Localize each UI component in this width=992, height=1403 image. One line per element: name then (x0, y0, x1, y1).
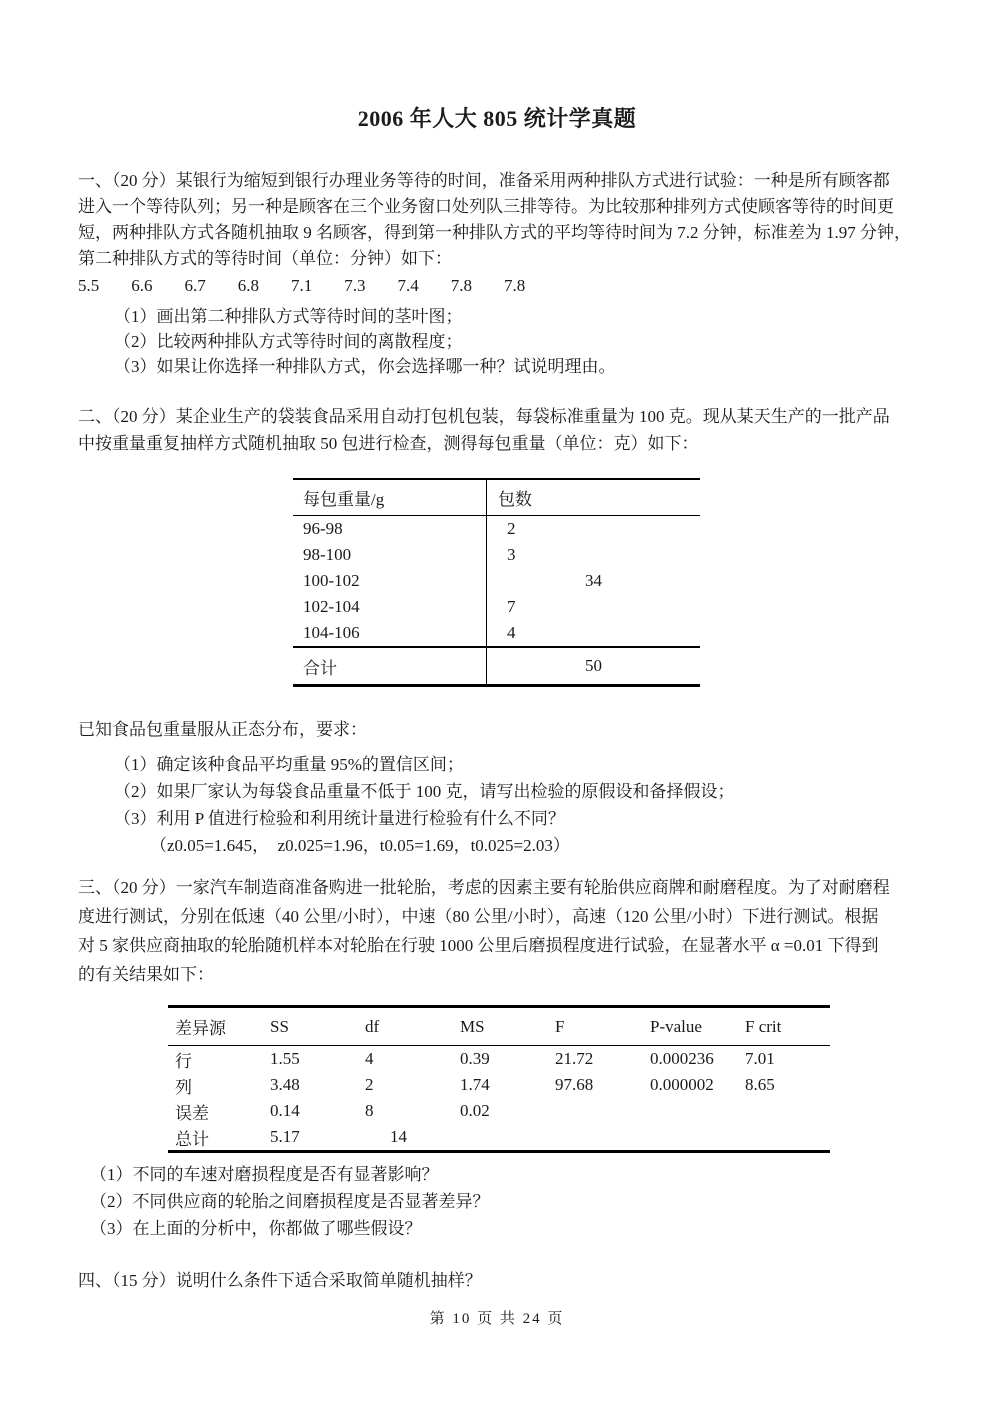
text-line: 二、（20 分）某企业生产的袋装食品采用自动打包机包装，每袋标准重量为 100 克。现从某天生产的一批产品 (78, 407, 890, 426)
anova-row-total (168, 1124, 830, 1150)
subitem: （3）利用 P 值进行检验和利用统计量进行检验有什么不同？ (114, 809, 565, 828)
critical-values-line: （z0.05=1.645， z0.025=1.96，t0.05=1.69，t0.025=2.03） (150, 836, 570, 855)
table-cell: 21.72 (555, 1049, 594, 1068)
header-cell: F crit (745, 1016, 782, 1036)
subitem: （2）不同供应商的轮胎之间磨损程度是否显著差异？ (90, 1192, 490, 1211)
table-cell: 102-104 (293, 594, 487, 620)
header-cell: 差异源 (175, 1019, 226, 1038)
text-line: 度进行测试，分别在低速（40 公里/小时），中速（80 公里/小时），高速（120 公里/小时）下进行测试。根据 (78, 907, 879, 926)
table-cell: 行 (175, 1051, 192, 1071)
anova-row-error (168, 1098, 830, 1124)
anova-row-columns (168, 1072, 830, 1098)
table-cell: 104-106 (293, 620, 487, 646)
table-cell: 7 (507, 597, 516, 616)
weight-frequency-table (293, 478, 700, 687)
table-cell: 列 (175, 1077, 192, 1097)
data-value: 7.8 (450, 276, 472, 295)
question-2-note: 已知食品包重量服从正态分布，要求： (78, 720, 367, 739)
subitem: （3）如果让你选择一种排队方式，你会选择哪一种？试说明理由。 (114, 357, 616, 376)
subitem: （1）确定该种食品平均重量 95%的置信区间； (114, 755, 464, 774)
table-cell: 34 (585, 571, 602, 590)
data-value: 6.7 (184, 276, 206, 295)
question-3-paragraph (78, 873, 916, 989)
question-1-data-values (78, 272, 916, 300)
table-cell (738, 1124, 830, 1150)
anova-table (168, 1005, 830, 1153)
table-total-row (293, 646, 700, 684)
table-cell: 98-100 (293, 542, 487, 568)
table-cell: 100-102 (293, 568, 487, 594)
data-value: 7.8 (504, 276, 526, 295)
table-cell: 4 (507, 623, 516, 642)
anova-row-rows (168, 1046, 830, 1072)
text-line: 一、（20 分）某银行为缩短到银行办理业务等待的时间，准备采用两种排队方式进行试验：一种是所有顾客都 (78, 171, 890, 190)
table-cell: 0.000236 (650, 1049, 714, 1068)
question-3-subitems (78, 1161, 916, 1242)
text-line: 三、（20 分）一家汽车制造商准备购进一批轮胎，考虑的因素主要有轮胎供应商牌和耐磨程度。为了对耐磨程 (78, 878, 890, 897)
anova-header-row (168, 1008, 830, 1046)
total-value-cell: 50 (585, 656, 602, 675)
header-cell: F (555, 1016, 565, 1036)
header-cell: 包数 (498, 490, 532, 509)
table-cell: 5.17 (270, 1127, 300, 1146)
text-line: 短，两种排队方式各随机抽取 9 名顾客，得到第一种排队方式的平均等待时间为 7.2 分钟，标准差为 1.97 分钟， (78, 223, 911, 242)
table-cell (548, 1124, 643, 1150)
question-1-subitems (78, 304, 916, 379)
table-cell: 0.39 (460, 1049, 490, 1068)
text-line: 中按重量重复抽样方式随机抽取 50 包进行检查，测得每包重量（单位：克）如下： (78, 434, 699, 453)
page-number-footer: 第 10 页 共 24 页 (429, 1311, 565, 1327)
header-cell: P-value (650, 1016, 702, 1036)
table-cell: 1.74 (460, 1075, 490, 1094)
table-row (293, 568, 700, 594)
table-cell: 3 (507, 545, 516, 564)
table-cell: 14 (390, 1127, 407, 1146)
text-line: 进入一个等待队列；另一种是顾客在三个业务窗口处列队三排等待。为比较那种排列方式使顾客等待的时间更 (78, 197, 894, 216)
question-4-paragraph: 四、（15 分）说明什么条件下适合采取简单随机抽样？ (78, 1271, 482, 1290)
subitem: （2）比较两种排队方式等待时间的离散程度； (114, 332, 463, 351)
table-cell: 0.14 (270, 1101, 300, 1120)
table-cell: 2 (365, 1075, 374, 1094)
page-title: 2006 年人大 805 统计学真题 (357, 106, 637, 131)
table-cell: 7.01 (745, 1049, 775, 1068)
table-cell: 4 (365, 1049, 374, 1068)
table-header-row (293, 480, 700, 516)
question-2-paragraph (78, 403, 916, 457)
table-cell (453, 1124, 548, 1150)
table-row (293, 542, 700, 568)
subitem: （1）不同的车速对磨损程度是否有显著影响？ (90, 1165, 439, 1184)
header-cell: MS (460, 1016, 485, 1036)
text-line: 的有关结果如下： (78, 965, 214, 984)
table-row (293, 594, 700, 620)
table-cell (643, 1098, 738, 1124)
table-cell: 0.02 (460, 1101, 490, 1120)
table-cell (643, 1124, 738, 1150)
table-cell: 0.000002 (650, 1075, 714, 1094)
table-cell: 总计 (175, 1129, 209, 1149)
table-cell: 8 (365, 1101, 374, 1120)
total-label-cell: 合计 (293, 648, 487, 684)
header-cell: SS (270, 1016, 289, 1036)
question-2-subitems (78, 751, 916, 859)
data-value: 5.5 (78, 276, 100, 295)
data-value: 7.4 (397, 276, 419, 295)
subitem: （1）画出第二种排队方式等待时间的茎叶图； (114, 307, 463, 326)
table-cell (738, 1098, 830, 1124)
text-line: 对 5 家供应商抽取的轮胎随机样本对轮胎在行驶 1000 公里后磨损程度进行试验，在显著水平 α =0.01 下得到 (78, 936, 879, 955)
table-cell: 97.68 (555, 1075, 594, 1094)
table-cell: 8.65 (745, 1075, 775, 1094)
table-cell: 2 (507, 519, 516, 538)
table-row (293, 620, 700, 646)
table-cell (548, 1098, 643, 1124)
data-value: 6.8 (237, 276, 259, 295)
subitem: （3）在上面的分析中，你都做了哪些假设？ (90, 1219, 422, 1238)
table-cell: 96-98 (293, 516, 487, 542)
subitem: （2）如果厂家认为每袋食品重量不低于 100 克，请写出检验的原假设和备择假设； (114, 782, 735, 801)
table-row (293, 516, 700, 542)
table-cell: 误差 (175, 1103, 209, 1123)
table-cell: 1.55 (270, 1049, 300, 1068)
text-line: 第二种排队方式的等待时间（单位：分钟）如下： (78, 249, 452, 268)
question-1-paragraph (78, 168, 916, 272)
data-value: 7.1 (291, 276, 313, 295)
data-value: 7.3 (344, 276, 366, 295)
table-cell: 3.48 (270, 1075, 300, 1094)
header-cell: 每包重量/g (293, 480, 487, 515)
header-cell: df (365, 1016, 380, 1036)
data-value: 6.6 (131, 276, 153, 295)
